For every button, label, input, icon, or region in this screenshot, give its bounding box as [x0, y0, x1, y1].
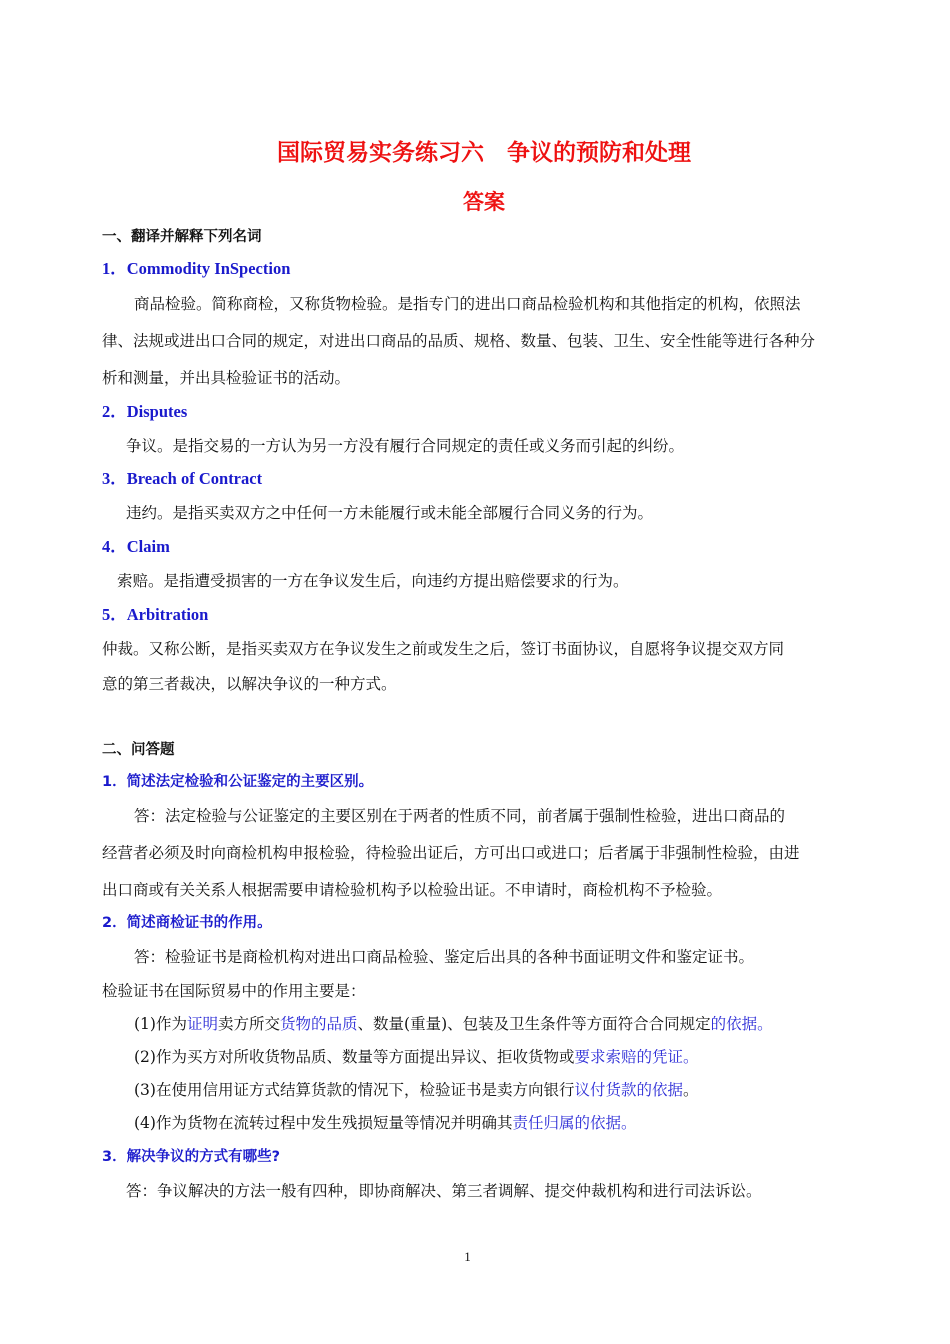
item-1-text-g: 。	[757, 1015, 773, 1033]
item-4-text-c: 。	[620, 1114, 637, 1132]
item-2-text-a: (2)作为买方对所收货物品质、数量等方面提出异议、拒收货物或	[134, 1048, 575, 1066]
term-1-line-2: 律、法规或进出口合同的规定，对进出口商品的品质、规格、数量、包装、卫生、安全性能等进行各种分	[102, 332, 816, 350]
question-2-item-3	[134, 1080, 699, 1100]
term-3-line-1: 违约。是指买卖双方之中任何一方未能履行或未能全部履行合同义务的行为。	[126, 504, 654, 522]
term-5-name: Arbitration	[126, 605, 209, 624]
question-1-line-1: 答：法定检验与公证鉴定的主要区别在于两者的性质不同，前者属于强制性检验，进出口商品的	[134, 807, 786, 825]
term-4-line-1: 索赔。是指遭受损害的一方在争议发生后，向违约方提出赔偿要求的行为。	[117, 572, 629, 590]
term-4-name: Claim	[126, 537, 170, 556]
section2-heading: 二、问答题	[102, 742, 175, 758]
question-2-item-1	[134, 1014, 773, 1034]
page-number: 1	[464, 1249, 471, 1264]
term-4-num: 4．	[102, 537, 127, 556]
question-2-line-2: 检验证书在国际贸易中的作用主要是：	[102, 982, 366, 1000]
term-1-num: 1．	[102, 259, 127, 278]
item-1-highlight-d: 货物的品质	[280, 1015, 358, 1033]
item-2-text-c: 。	[682, 1048, 699, 1066]
term-5-line-1: 仲裁。又称公断，是指买卖双方在争议发生之前或发生之后，签订书面协议，自愿将争议提交双方同	[102, 640, 785, 658]
question-2-line-1: 答：检验证书是商检机构对进出口商品检验、鉴定后出具的各种书面证明文件和鉴定证书。	[134, 948, 755, 966]
item-1-highlight-b: 证明	[186, 1015, 218, 1033]
question-1-line-2: 经营者必须及时向商检机构申报检验，待检验出证后，方可出口或进口；后者属于非强制性检验，由进	[102, 844, 800, 862]
term-2-name: Disputes	[126, 402, 188, 421]
term-4-heading	[102, 537, 170, 557]
item-3-text-c: 。	[682, 1081, 699, 1099]
question-3-label: 3．解决争议的方式有哪些?	[102, 1149, 280, 1165]
document-subtitle: 答案	[463, 190, 505, 214]
item-1-text-e: 、数量(重量)、包装及卫生条件等方面符合合同规定	[357, 1015, 711, 1033]
question-2-item-4	[134, 1113, 637, 1133]
item-4-highlight-b: 责任归属的依据	[512, 1114, 621, 1132]
document-title: 国际贸易实务练习六 争议的预防和处理	[277, 140, 691, 166]
question-3-line-1: 答：争议解决的方法一般有四种，即协商解决、第三者调解、提交仲裁机构和进行司法诉讼。	[126, 1182, 762, 1200]
item-1-text-c: 卖方所交	[217, 1015, 280, 1033]
item-1-highlight-f: 的依据	[710, 1015, 758, 1033]
term-2-num: 2．	[102, 402, 127, 421]
question-2-label: 2．简述商检证书的作用。	[102, 915, 272, 931]
question-1-line-3: 出口商或有关关系人根据需要申请检验机构予以检验出证。不申请时，商检机构不予检验。	[102, 881, 723, 899]
term-1-line-3: 析和测量，并出具检验证书的活动。	[102, 369, 351, 387]
term-1-name: Commodity InSpection	[126, 259, 291, 278]
term-5-line-2: 意的第三者裁决，以解决争议的一种方式。	[102, 675, 397, 693]
item-4-text-a: (4)作为货物在流转过程中发生残损短量等情况并明确其	[134, 1114, 513, 1132]
term-2-line-1: 争议。是指交易的一方认为另一方没有履行合同规定的责任或义务而引起的纠纷。	[126, 437, 685, 455]
question-1-label: 1．简述法定检验和公证鉴定的主要区别。	[102, 774, 374, 790]
term-2-heading	[102, 402, 187, 422]
item-3-highlight-b: 议付货款的依据	[574, 1081, 683, 1099]
term-3-name: Breach of Contract	[126, 469, 263, 488]
item-1-text-a: (1)作为	[134, 1015, 187, 1033]
term-3-heading	[102, 469, 262, 489]
item-3-text-a: (3)在使用信用证方式结算货款的情况下，检验证书是卖方向银行	[134, 1081, 575, 1099]
term-3-num: 3．	[102, 469, 127, 488]
term-1-heading	[102, 259, 290, 279]
term-5-heading	[102, 605, 208, 625]
term-1-line-1: 商品检验。简称商检，又称货物检验。是指专门的进出口商品检验机构和其他指定的机构，依照法	[134, 295, 801, 313]
section1-heading: 一、翻译并解释下列名词	[102, 229, 262, 245]
item-2-highlight-b: 要求索赔的凭证	[574, 1048, 683, 1066]
question-2-item-2	[134, 1047, 699, 1067]
term-5-num: 5．	[102, 605, 127, 624]
